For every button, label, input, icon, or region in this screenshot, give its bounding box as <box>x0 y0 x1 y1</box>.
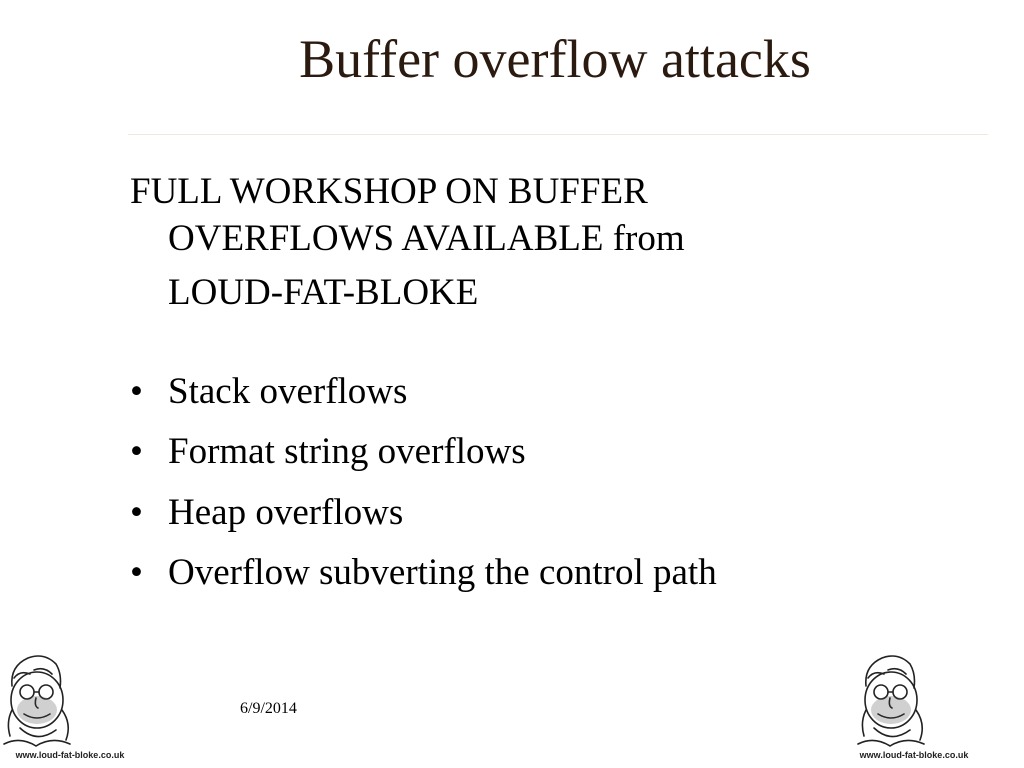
bullet-marker: • <box>130 491 143 533</box>
list-item <box>130 368 930 415</box>
list-item <box>130 428 930 475</box>
bullet-marker: • <box>130 552 143 594</box>
workshop-notice <box>130 168 930 316</box>
bullet-text: Format string overflows <box>168 431 526 473</box>
bullet-text: Heap overflows <box>168 491 404 533</box>
list-item <box>130 489 930 536</box>
bullet-list <box>130 368 930 596</box>
slide-body <box>130 168 930 610</box>
bullet-text: Stack overflows <box>168 371 408 413</box>
cartoon-face-icon <box>844 648 984 748</box>
title-divider <box>128 134 988 135</box>
logo-url: www.loud-fat-bloke.co.uk <box>15 750 125 760</box>
bullet-marker: • <box>130 371 143 413</box>
slide-date: 6/9/2014 <box>240 700 297 717</box>
notice-line-3: LOUD-FAT-BLOKE <box>168 271 479 313</box>
slide-title: Buffer overflow attacks <box>299 29 811 89</box>
logo-right <box>844 648 984 766</box>
logo-left <box>0 648 140 766</box>
logo-url: www.loud-fat-bloke.co.uk <box>859 750 969 760</box>
notice-line-1: FULL WORKSHOP ON BUFFER <box>130 171 648 212</box>
bullet-text: Overflow subverting the control path <box>168 552 717 594</box>
cartoon-face-icon <box>0 648 140 748</box>
notice-line-2: OVERFLOWS AVAILABLE from <box>168 218 685 260</box>
list-item <box>130 549 930 596</box>
bullet-marker: • <box>130 431 143 473</box>
